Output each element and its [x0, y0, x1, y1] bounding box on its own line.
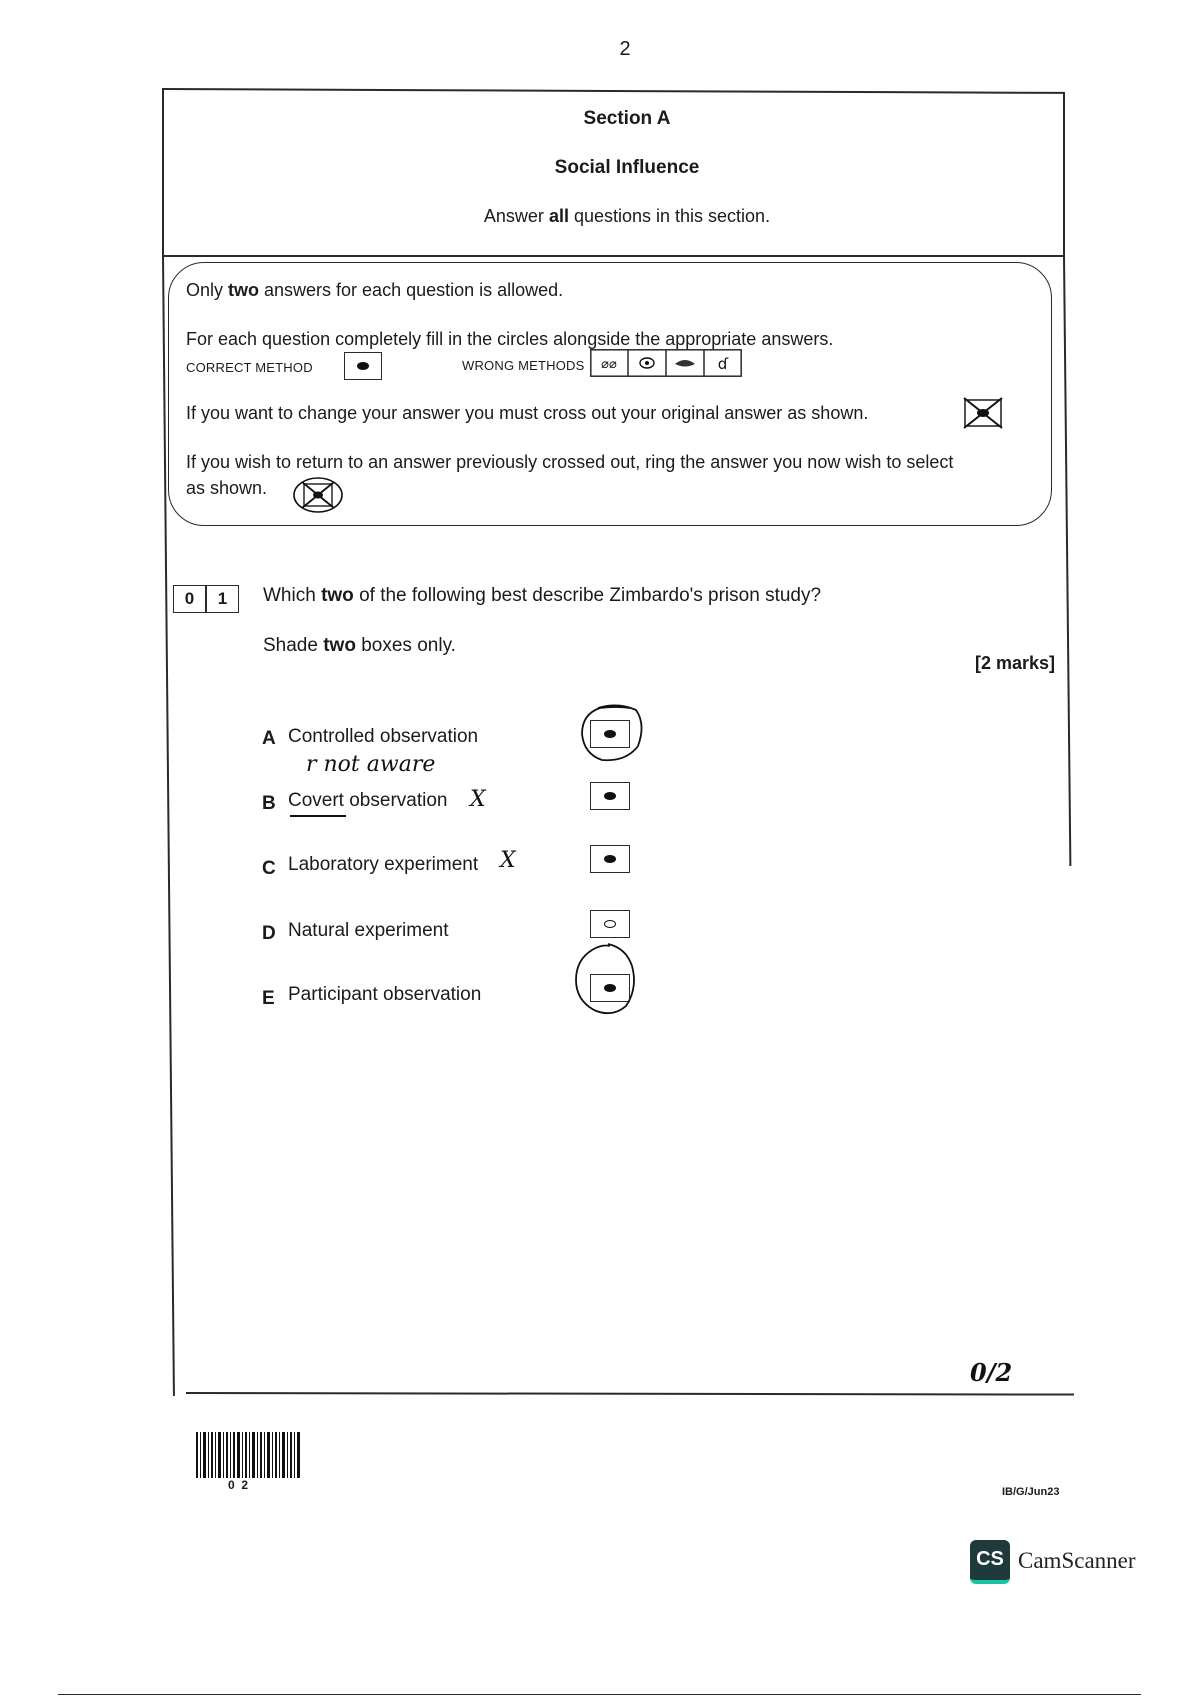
camscanner-logo-icon: CS	[970, 1540, 1010, 1584]
shade-instruction: Shade two boxes only.	[263, 635, 456, 656]
frame-bottom-line	[186, 1392, 1074, 1395]
question-number-digit-2: 1	[206, 585, 239, 613]
option-letter-e: E	[262, 988, 275, 1009]
svg-text:ɗ: ɗ	[717, 355, 729, 373]
handwritten-cross-c: X	[500, 848, 516, 873]
section-instruction: Answer all questions in this section.	[483, 206, 771, 226]
camscanner-watermark	[970, 1538, 1150, 1584]
instruction-fill-circles: For each question completely fill in the circles alongside the appropriate answers.	[186, 329, 834, 349]
frame-top-line	[162, 88, 1064, 94]
answer-box-c[interactable]	[590, 845, 630, 873]
option-letter-c: C	[262, 858, 276, 879]
option-text-e: Participant observation	[288, 984, 482, 1005]
instruction-ring-answer: If you wish to return to an answer previously crossed out, ring the answer you now wish to select	[186, 452, 954, 472]
question-text: Which two of the following best describe Zimbardo's prison study?	[263, 585, 822, 606]
answer-box-d[interactable]	[590, 910, 630, 938]
underline-covert	[290, 815, 346, 817]
option-letter-b: B	[262, 793, 276, 814]
instruction-cross-out: If you want to change your answer you must cross out your original answer as shown.	[186, 403, 869, 423]
correct-method-label: CORRECT METHOD	[186, 360, 313, 375]
option-letter-d: D	[262, 923, 276, 944]
section-subtitle: Social Influence	[554, 157, 700, 178]
ring-mark-a	[578, 702, 648, 766]
barcode-digits: 0 2	[228, 1478, 249, 1492]
wrong-methods-label: WRONG METHODS	[462, 358, 585, 373]
correct-method-example	[344, 352, 382, 380]
section-title: Section A	[583, 108, 671, 129]
handwritten-note-not-aware: r not aware	[306, 752, 436, 777]
svg-text:⌀⌀: ⌀⌀	[601, 357, 617, 372]
ring-mark-e	[570, 940, 650, 1020]
barcode	[196, 1432, 302, 1478]
camscanner-text: CamScanner	[1018, 1548, 1136, 1573]
option-letter-a: A	[262, 728, 276, 749]
frame-right-lower	[1063, 256, 1071, 866]
crossed-box-icon	[962, 396, 1004, 430]
marks-label: [2 marks]	[975, 653, 1056, 673]
answer-box-b[interactable]	[590, 782, 630, 810]
ringed-box-icon	[292, 476, 344, 514]
handwritten-score: 0/2	[970, 1358, 1013, 1387]
instruction-two-answers: Only two answers for each question is allowed.	[186, 280, 564, 300]
wrong-methods-examples	[590, 349, 742, 377]
wrong-methods-icon	[590, 349, 742, 377]
handwritten-cross-b: X	[470, 787, 486, 812]
instruction-as-shown: as shown.	[186, 478, 268, 498]
question-number-digit-1: 0	[173, 585, 206, 613]
section-divider	[162, 255, 1064, 257]
crossed-box-example	[962, 396, 1004, 435]
option-text-a: Controlled observation	[288, 726, 479, 747]
paper-code: IB/G/Jun23	[1002, 1486, 1060, 1498]
option-text-d: Natural experiment	[288, 920, 449, 941]
option-text-c: Laboratory experiment	[288, 854, 479, 875]
option-text-b: Covert observation	[288, 790, 448, 811]
ringed-box-example	[292, 476, 344, 519]
page-number: 2	[619, 38, 631, 60]
page-bottom-rule	[58, 1694, 1141, 1695]
